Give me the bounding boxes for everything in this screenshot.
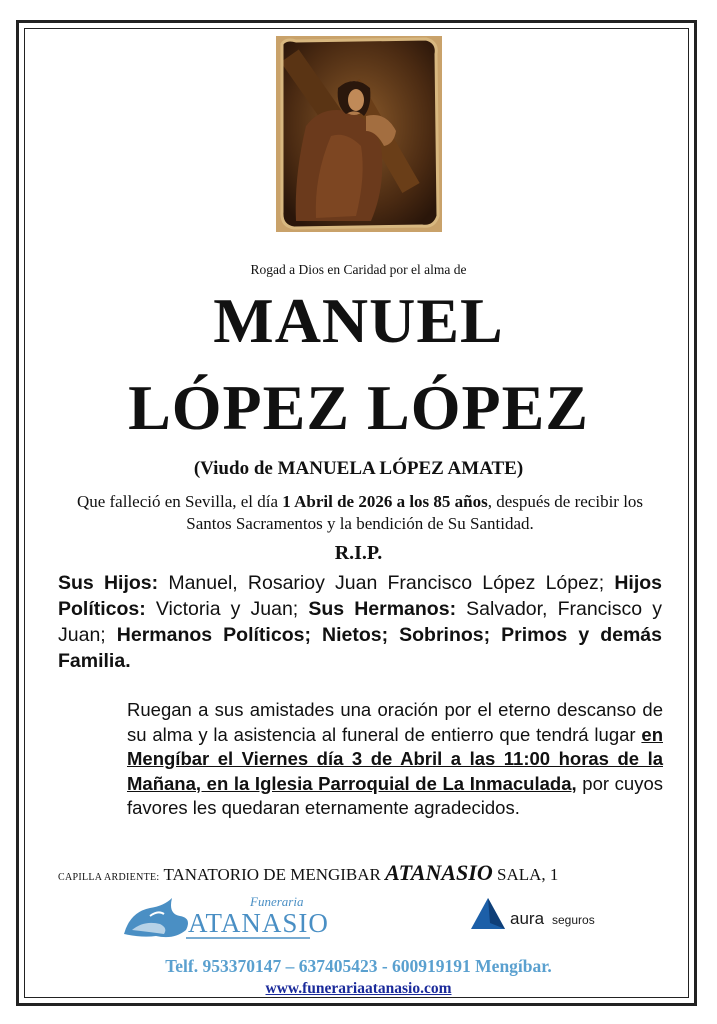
capilla-sala: SALA, 1 <box>497 865 559 884</box>
funeraria-big-text: ATANASIO <box>188 908 329 938</box>
widow-line: (Viudo de MANUELA LÓPEZ AMATE) <box>193 458 524 479</box>
death-post: , después de recibir los Santos Sacramentos y la bendición de Su Santidad. <box>186 492 644 533</box>
capilla-label: CAPILLA ARDIENTE: <box>58 872 160 883</box>
family-list <box>58 570 662 674</box>
hijos-label: Sus Hijos: <box>58 572 159 594</box>
funeral-details: en Mengíbar el Viernes día 3 de Abril a las 11:00 horas de la Mañana, en la Iglesia Parroquial de La Inmaculada, <box>127 723 663 794</box>
hermanos-label: Sus Hermanos: <box>308 598 457 620</box>
aura-text: aura <box>510 909 545 928</box>
death-date-age: 1 Abril de 2026 a los 85 años <box>282 492 488 511</box>
hermanos-names: Salvador, Francisco y Juan; <box>58 598 662 646</box>
contact-phones: Telf. 953370147 – 637405423 - 600919191 Mengíbar. <box>165 956 552 976</box>
funeraria-atanasio-logo <box>120 890 329 950</box>
aura-sub-text: seguros <box>552 913 595 927</box>
hijos-politicos-label: Hijos Políticos: <box>58 572 663 620</box>
rip-text: R.I.P. <box>334 542 383 564</box>
christ-carrying-cross-painting-icon <box>276 36 442 232</box>
funeraria-small-text: Funeraria <box>250 894 304 909</box>
deceased-surnames: LÓPEZ LÓPEZ <box>128 372 589 443</box>
hijos-names: Manuel, Rosarioy Juan Francisco López López; <box>158 572 605 594</box>
capilla-ardiente <box>58 860 558 886</box>
aura-seguros-logo <box>468 895 608 935</box>
rogad-text: Rogad a Dios en Caridad por el alma de <box>250 262 467 277</box>
death-announcement <box>58 491 662 535</box>
death-pre: Que falleció en Sevilla, el día <box>76 492 283 511</box>
website-link[interactable]: www.funerariaatanasio.com <box>265 980 452 997</box>
funeral-pre: Ruegan a sus amistades una oración por el eterno descanso de su alma y la asistencia al funeral de entierro que tendrá lugar <box>127 699 663 745</box>
capilla-brand: ATANASIO <box>385 860 493 885</box>
funeral-text <box>127 698 663 821</box>
funeral-post: por cuyos favores les quedaran eternamente agradecidos. <box>127 772 663 818</box>
family-rest: Hermanos Políticos; Nietos; Sobrinos; Primos y demás Familia. <box>58 624 662 672</box>
deceased-first-name: MANUEL <box>213 285 504 356</box>
aura-pyramid-icon <box>468 895 508 935</box>
hijos-politicos-names: Victoria y Juan; <box>145 598 299 620</box>
capilla-place: TANATORIO DE MENGIBAR <box>163 865 381 884</box>
